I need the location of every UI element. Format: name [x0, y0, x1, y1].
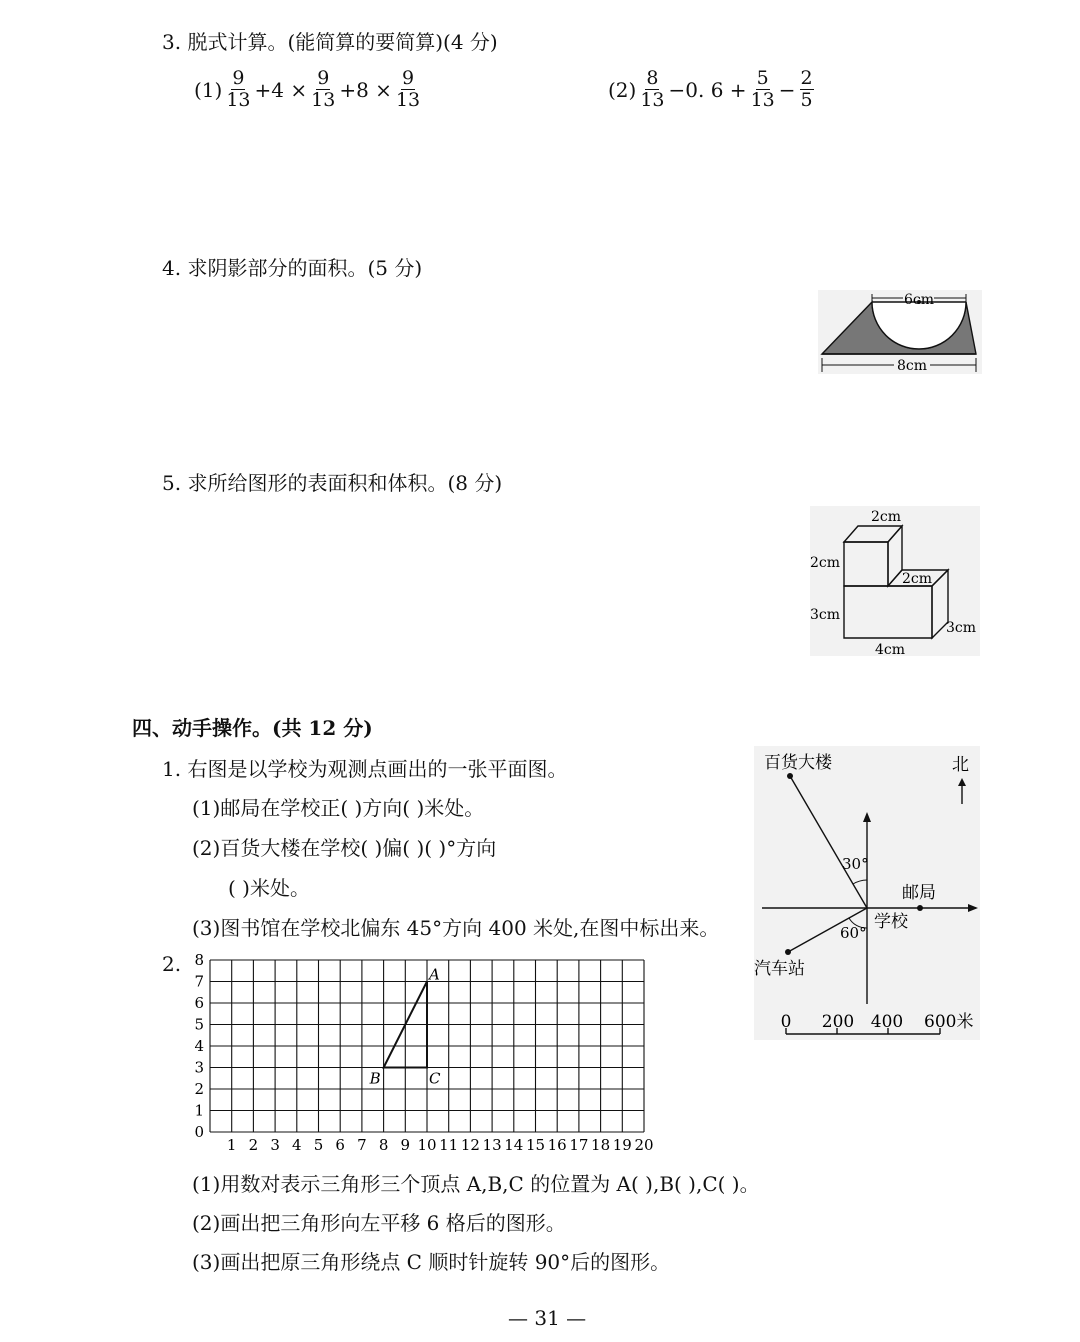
- expr2-label: (2): [608, 77, 637, 102]
- y-tick-label: 8: [194, 951, 204, 969]
- scale-label: 400: [870, 1012, 904, 1032]
- expr1-label: (1): [194, 77, 223, 102]
- q5-heading: 5. 求所给图形的表面积和体积。(8 分): [162, 471, 503, 495]
- post-office-label: 邮局: [902, 883, 936, 903]
- y-tick-label: 4: [194, 1037, 204, 1055]
- fraction: $\frac{9}{13}$: [226, 67, 251, 111]
- vertex-label-a: A: [429, 965, 440, 984]
- p2-number: 2.: [162, 952, 182, 976]
- top-dimension-label: 6cm: [903, 292, 935, 308]
- p2-sub-2: (2)画出把三角形向左平移 6 格后的图形。: [192, 1211, 566, 1235]
- bus-station-point: [785, 949, 791, 955]
- coordinate-grid: [186, 950, 658, 1156]
- p1-sub-2b: ( )米处。: [228, 876, 310, 900]
- q3-expression-2: [606, 68, 816, 111]
- p1-sub-1: (1)邮局在学校正( )方向( )米处。: [192, 796, 485, 820]
- p2-sub-3: (3)画出把原三角形绕点 C 顺时针旋转 90°后的图形。: [192, 1250, 671, 1274]
- angle-30-label: 30°: [842, 855, 869, 873]
- operator: −: [778, 77, 796, 102]
- operator: −0. 6 +: [668, 77, 747, 102]
- p1-sub-2a: (2)百货大楼在学校( )偏( )( )°方向: [192, 836, 497, 860]
- vertex-label-c: C: [429, 1069, 441, 1088]
- y-tick-label: 7: [194, 972, 204, 991]
- q3-heading: 3. 脱式计算。(能简算的要简算)(4 分): [162, 30, 498, 54]
- x-tick-label: 2: [248, 1136, 259, 1154]
- y-tick-label: 0: [194, 1123, 204, 1141]
- x-tick-label: 4: [292, 1136, 302, 1154]
- x-tick-label: 12: [460, 1136, 480, 1154]
- x-tick-label: 15: [525, 1136, 546, 1154]
- x-tick-label: 17: [569, 1136, 589, 1154]
- section4-heading: 四、动手操作。(共 12 分): [132, 716, 373, 740]
- dim-bottom: 4cm: [874, 642, 906, 656]
- x-tick-label: 16: [547, 1136, 567, 1154]
- bus-station-label: 汽车站: [754, 959, 805, 979]
- q4-shaded-figure: [818, 290, 982, 374]
- bottom-dimension-label: 8cm: [896, 358, 928, 374]
- p1-heading: 1. 右图是以学校为观测点画出的一张平面图。: [162, 757, 568, 781]
- fraction: $\frac{2}{5}$: [800, 67, 813, 111]
- dim-left-upper: 2cm: [810, 555, 841, 571]
- scale-label: 0: [780, 1012, 792, 1032]
- y-tick-label: 2: [194, 1080, 204, 1098]
- school-label: 学校: [874, 912, 908, 932]
- x-tick-label: 1: [226, 1136, 237, 1154]
- q4-heading: 4. 求阴影部分的面积。(5 分): [162, 256, 423, 280]
- q5-solid-figure: [810, 506, 980, 656]
- north-label: 北: [952, 755, 969, 775]
- q3-expression-1: [192, 68, 422, 111]
- y-tick-label: 5: [194, 1015, 204, 1034]
- fraction: $\frac{5}{13}$: [750, 67, 775, 111]
- direction-map: [754, 746, 980, 1040]
- dim-step: 2cm: [902, 571, 933, 587]
- x-tick-label: 18: [591, 1136, 611, 1154]
- dept-store-label: 百货大楼: [764, 753, 832, 773]
- scale-label: 600米: [924, 1012, 974, 1032]
- y-tick-label: 1: [194, 1101, 204, 1120]
- x-tick-label: 6: [335, 1136, 345, 1154]
- dim-left-lower: 3cm: [810, 607, 841, 623]
- page-number: — 31 —: [508, 1306, 587, 1330]
- dept-store-point: [787, 773, 793, 779]
- x-tick-label: 11: [439, 1136, 459, 1154]
- x-tick-label: 19: [612, 1136, 632, 1154]
- dim-top: 2cm: [870, 509, 902, 525]
- x-tick-label: 3: [270, 1136, 280, 1154]
- x-tick-label: 13: [482, 1136, 502, 1154]
- x-tick-label: 9: [400, 1136, 411, 1154]
- p2-sub-1: (1)用数对表示三角形三个顶点 A,B,C 的位置为 A( ),B( ),C( )。: [192, 1172, 760, 1196]
- vertex-label-b: B: [369, 1069, 381, 1088]
- angle-60-label: 60°: [840, 924, 867, 942]
- p1-sub-3: (3)图书馆在学校北偏东 45°方向 400 米处,在图中标出来。: [192, 916, 720, 940]
- scale-label: 200: [821, 1012, 855, 1032]
- x-tick-label: 20: [634, 1136, 654, 1154]
- post-office-point: [917, 905, 923, 911]
- fraction: $\frac{9}{13}$: [311, 67, 336, 111]
- operator: +8 ×: [339, 77, 392, 102]
- dim-right: 3cm: [946, 620, 977, 636]
- x-tick-label: 10: [417, 1136, 437, 1154]
- y-tick-label: 3: [194, 1058, 204, 1077]
- operator: +4 ×: [254, 77, 308, 102]
- y-tick-label: 6: [194, 994, 204, 1012]
- x-tick-label: 5: [313, 1136, 324, 1154]
- x-tick-label: 14: [504, 1136, 524, 1154]
- fraction: $\frac{9}{13}$: [395, 67, 421, 111]
- x-tick-label: 7: [357, 1136, 367, 1154]
- x-tick-label: 8: [378, 1136, 389, 1154]
- fraction: $\frac{8}{13}$: [640, 67, 665, 111]
